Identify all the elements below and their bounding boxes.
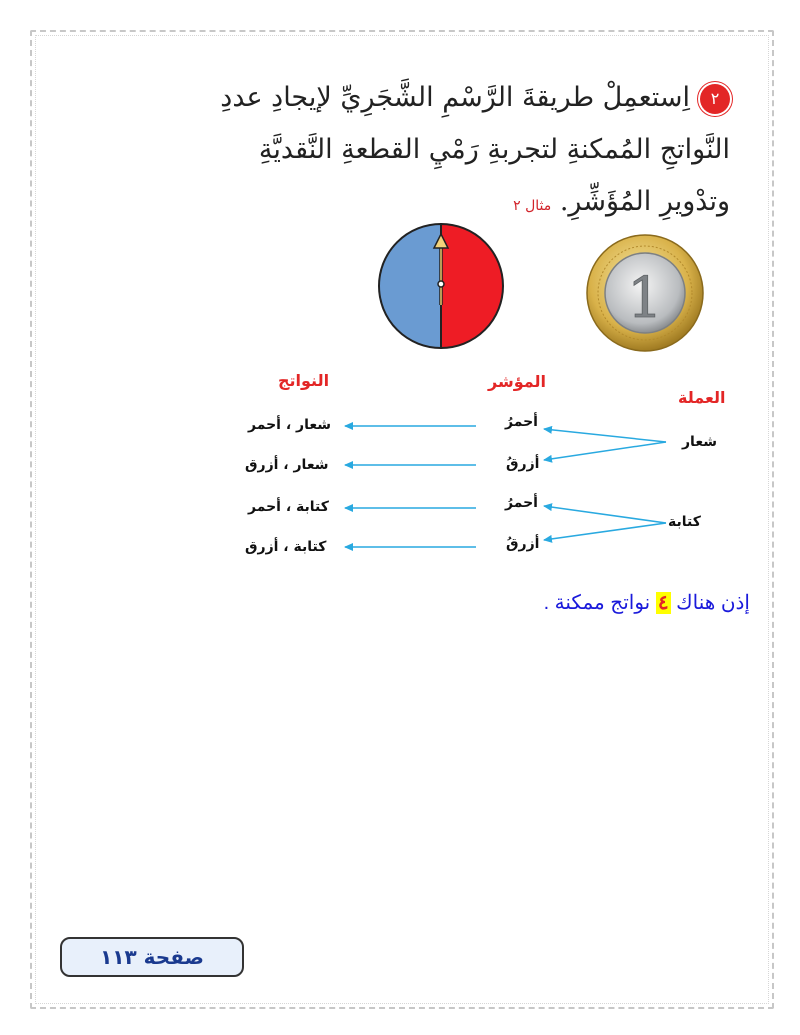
outcome-count: ٤ <box>657 592 669 614</box>
coin-side-1: شعار <box>682 434 717 450</box>
page-number: صفحة ١١٣ <box>60 937 244 977</box>
pointer-color-1: أحمرُ <box>505 414 538 430</box>
branch-coin2-blue <box>544 523 666 540</box>
header-currency: العملة <box>678 388 726 407</box>
example-reference: مثال ٢ <box>513 198 552 214</box>
pointer-color-2: أزرقُ <box>506 456 540 472</box>
question-number-badge: ٢ <box>700 84 730 114</box>
coin-value: 1 <box>627 266 663 331</box>
question-line-2: النَّواتجِ المُمكنةِ لتجربةِ رَمْيِ القطعةِ النَّقديَّةِ <box>258 134 730 165</box>
header-pointer: المؤشر <box>488 372 546 391</box>
pointer-color-3: أحمرُ <box>505 495 538 511</box>
question-text-1: اِستعمِلْ طريقةَ الرَّسْمِ الشَّجَرِيِّ لإيجادِ عددِ <box>220 82 690 113</box>
outcome-2: شعار ، أزرق <box>245 457 329 473</box>
outcome-4: كتابة ، أزرق <box>245 539 327 555</box>
branch-coin2-red <box>544 506 666 523</box>
pointer-color-4: أزرقُ <box>506 536 540 552</box>
branch-coin1-red <box>544 429 666 442</box>
conclusion-after: نواتج ممكنة . <box>543 592 651 614</box>
conclusion-before: إذن هناك <box>676 592 750 614</box>
header-outcomes: النواتج <box>278 371 330 390</box>
outcome-3: كتابة ، أحمر <box>248 499 329 515</box>
outcome-1: شعار ، أحمر <box>248 417 332 433</box>
branch-coin1-blue <box>544 442 666 460</box>
conclusion-text <box>544 590 750 615</box>
coin-side-2: كتابة <box>668 514 701 530</box>
question-text-3: وتدْويرِ المُؤَشِّرِ. <box>559 186 730 217</box>
